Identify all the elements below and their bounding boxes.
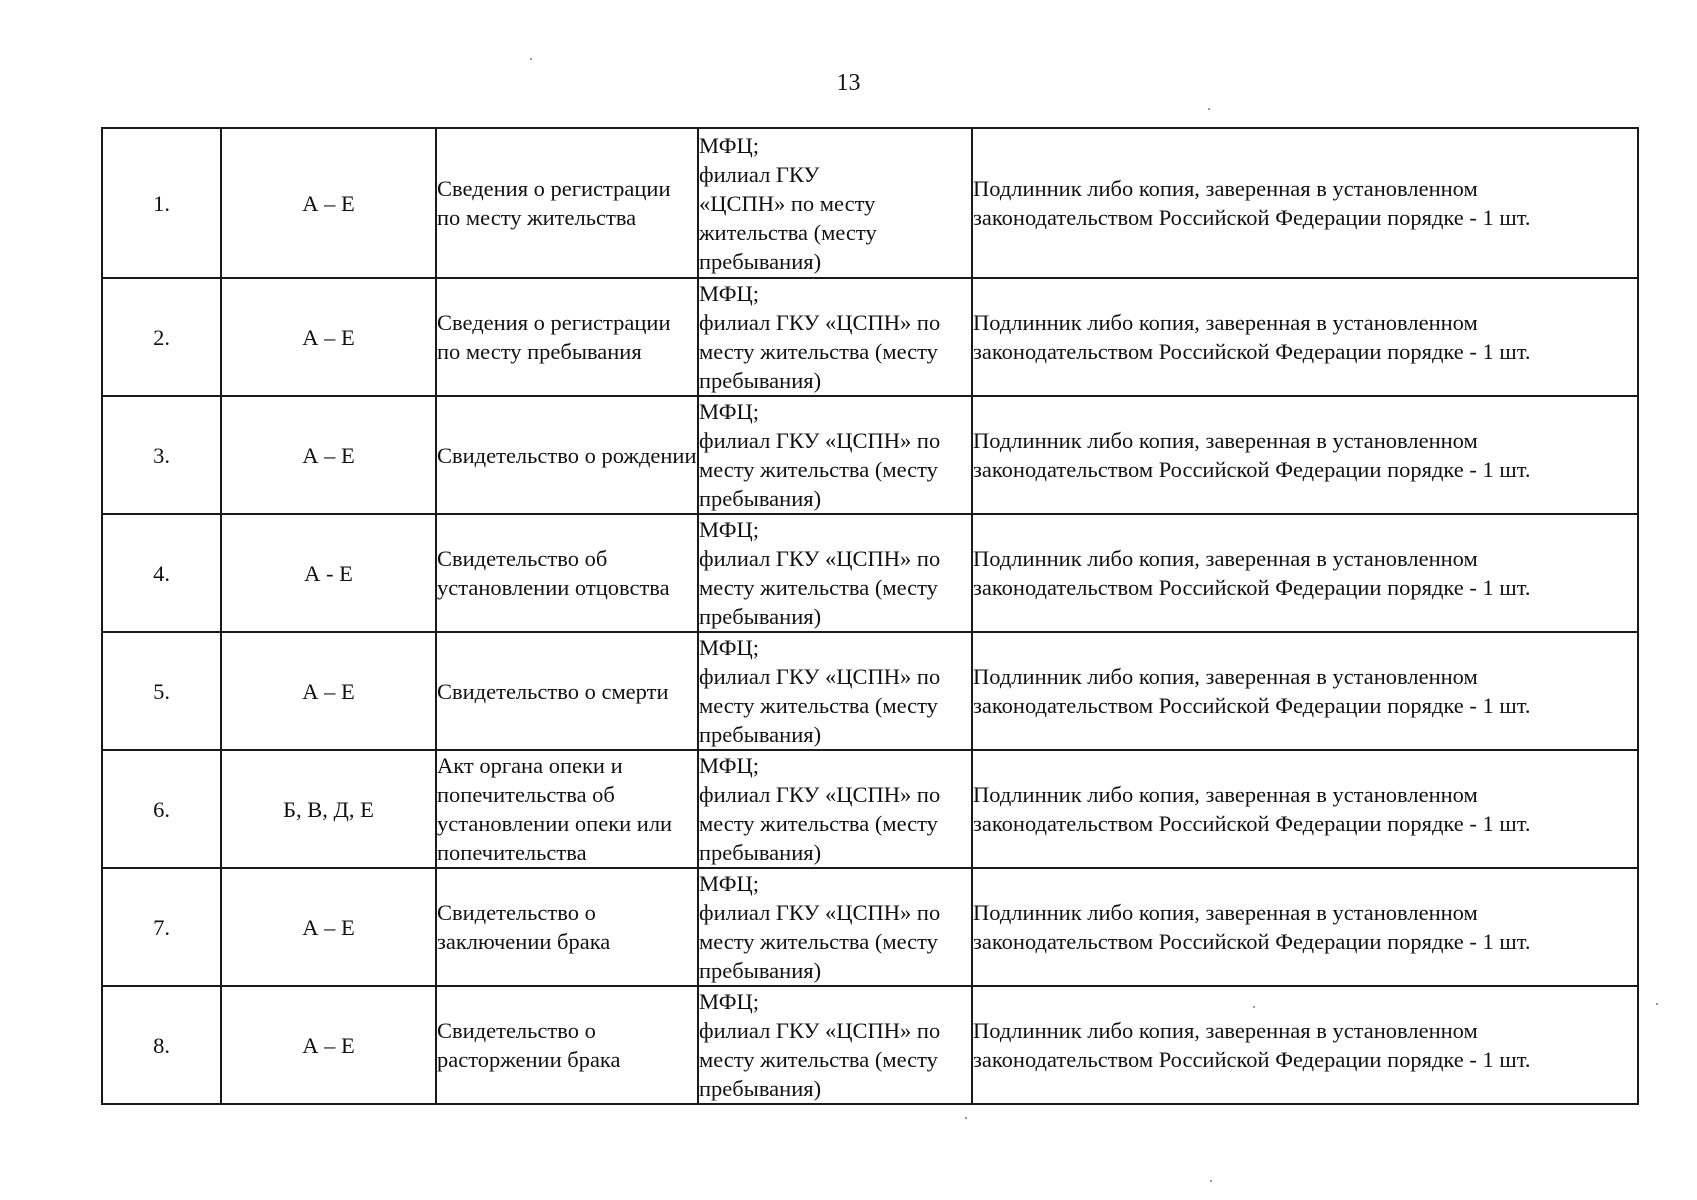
document-name-cell: Акт органа опеки и попечительства об установлении опеки или попечительства: [436, 750, 698, 868]
row-number: 2.: [102, 278, 221, 396]
scan-speck: [1208, 108, 1210, 110]
category-cell: А – Е: [221, 986, 436, 1104]
scan-speck: [530, 58, 532, 60]
form-cell: [972, 750, 1638, 868]
source-text: МФЦ; филиал ГКУ «ЦСПН» по месту жительства (месту пребывания): [699, 989, 941, 1101]
page-number: 13: [836, 70, 861, 96]
form-text: Подлинник либо копия, заверенная в установленном законодательством Российской Федерации порядке - 1 шт.: [973, 176, 1531, 230]
category-cell: А – Е: [221, 396, 436, 514]
form-cell: [972, 396, 1638, 514]
row-number: 7.: [102, 868, 221, 986]
form-cell: [972, 128, 1638, 278]
document-name-cell: Сведения о регистрации по месту пребывания: [436, 278, 698, 396]
form-text: Подлинник либо копия, заверенная в установленном законодательством Российской Федерации порядке - 1 шт.: [973, 782, 1531, 836]
table-row: [102, 986, 1638, 1104]
source-cell: [698, 750, 972, 868]
source-text: МФЦ; филиал ГКУ «ЦСПН» по месту жительства (месту пребывания): [699, 132, 877, 274]
source-cell: [698, 868, 972, 986]
form-text: Подлинник либо копия, заверенная в установленном законодательством Российской Федерации порядке - 1 шт.: [973, 664, 1531, 718]
form-text: Подлинник либо копия, заверенная в установленном законодательством Российской Федерации порядке - 1 шт.: [973, 428, 1531, 482]
row-number: 5.: [102, 632, 221, 750]
form-text: Подлинник либо копия, заверенная в установленном законодательством Российской Федерации порядке - 1 шт.: [973, 1018, 1531, 1072]
category-cell: А - Е: [221, 514, 436, 632]
source-cell: [698, 514, 972, 632]
source-cell: [698, 278, 972, 396]
document-name-cell: Свидетельство о рождении: [436, 396, 698, 514]
source-text: МФЦ; филиал ГКУ «ЦСПН» по месту жительства (месту пребывания): [699, 635, 941, 747]
document-name-cell: Свидетельство о смерти: [436, 632, 698, 750]
table-row: [102, 128, 1638, 278]
form-cell: [972, 868, 1638, 986]
category-cell: Б, В, Д, Е: [221, 750, 436, 868]
table-row: [102, 278, 1638, 396]
table-row: [102, 750, 1638, 868]
table-row: [102, 514, 1638, 632]
source-text: МФЦ; филиал ГКУ «ЦСПН» по месту жительства (месту пребывания): [699, 281, 941, 393]
category-cell: А – Е: [221, 632, 436, 750]
scan-speck: [1656, 1003, 1658, 1005]
source-cell: [698, 632, 972, 750]
document-name-cell: Свидетельство о расторжении брака: [436, 986, 698, 1104]
document-name-cell: Сведения о регистрации по месту жительства: [436, 128, 698, 278]
category-cell: А – Е: [221, 128, 436, 278]
category-cell: А – Е: [221, 278, 436, 396]
form-cell: [972, 278, 1638, 396]
source-text: МФЦ; филиал ГКУ «ЦСПН» по месту жительства (месту пребывания): [699, 753, 941, 865]
form-cell: [972, 986, 1638, 1104]
document-name-cell: Свидетельство об установлении отцовства: [436, 514, 698, 632]
scan-speck: [965, 1117, 967, 1119]
documents-table: [101, 127, 1639, 1105]
table-row: [102, 632, 1638, 750]
row-number: 4.: [102, 514, 221, 632]
document-name-cell: Свидетельство о заключении брака: [436, 868, 698, 986]
row-number: 3.: [102, 396, 221, 514]
scan-speck: [1210, 1180, 1212, 1182]
source-cell: [698, 396, 972, 514]
form-text: Подлинник либо копия, заверенная в установленном законодательством Российской Федерации порядке - 1 шт.: [973, 310, 1531, 364]
source-cell: [698, 128, 972, 278]
row-number: 1.: [102, 128, 221, 278]
row-number: 8.: [102, 986, 221, 1104]
source-text: МФЦ; филиал ГКУ «ЦСПН» по месту жительства (месту пребывания): [699, 399, 941, 511]
category-cell: А – Е: [221, 868, 436, 986]
row-number: 6.: [102, 750, 221, 868]
table-row: [102, 396, 1638, 514]
form-text: Подлинник либо копия, заверенная в установленном законодательством Российской Федерации порядке - 1 шт.: [973, 900, 1531, 954]
source-text: МФЦ; филиал ГКУ «ЦСПН» по месту жительства (месту пребывания): [699, 517, 941, 629]
form-text: Подлинник либо копия, заверенная в установленном законодательством Российской Федерации порядке - 1 шт.: [973, 546, 1531, 600]
source-text: МФЦ; филиал ГКУ «ЦСПН» по месту жительства (месту пребывания): [699, 871, 941, 983]
source-cell: [698, 986, 972, 1104]
scan-speck: [1253, 1006, 1255, 1008]
table-row: [102, 868, 1638, 986]
form-cell: [972, 514, 1638, 632]
form-cell: [972, 632, 1638, 750]
